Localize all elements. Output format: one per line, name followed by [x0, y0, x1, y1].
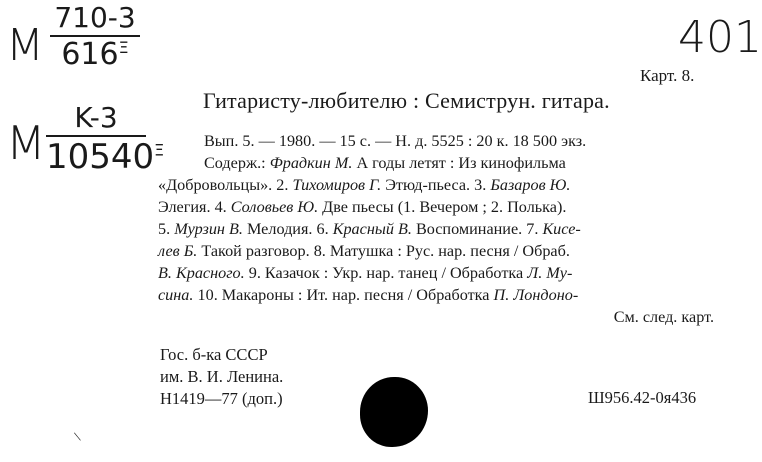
library-imprint [160, 344, 283, 410]
handwritten-shelf-letter-bottom: M [6, 116, 46, 170]
edition-line: Вып. 5. — 1980. — 15 с. — Н. д. 5525 : 20 к. 18 500 экз. [204, 132, 587, 150]
contents-line-3: Элегия. 4. Соловьев Ю. Две пьесы (1. Вечером ; 2. Полька). [158, 198, 567, 216]
contents-line-4: 5. Мурзин В. Мелодия. 6. Красный В. Воспоминание. 7. Кисе- [158, 220, 581, 238]
shelf-mark-top-numerator: 710-3 [54, 1, 136, 34]
continued-note: См. след. карт. [613, 308, 714, 326]
record-title: Гитаристу-любителю : Семиструн. гитара. [203, 88, 610, 113]
library-line-3: Н1419—77 (доп.) [160, 389, 283, 408]
shelf-mark-top-denominator: $616^\Xi$ [61, 37, 129, 72]
shelf-mark-bottom-denominator: $10540^\Xi$ [46, 137, 165, 177]
library-line-1: Гос. б-ка СССР [160, 345, 268, 364]
contents-line-6: В. Красного. 9. Казачок : Укр. нар. танец / Обработка Л. Му- [158, 264, 573, 282]
shelf-mark-bottom-numerator: K-3 [74, 101, 118, 134]
classification-code: Ш956.42-0я436 [588, 388, 697, 407]
contents-line-1: Содерж.: Фрадкин М. А годы летят : Из кинофильма [204, 154, 566, 172]
bibliographic-entry [158, 130, 714, 328]
contents-line-2: «Добровольцы». 2. Тихомиров Г. Этюд-пьеса. 3. Базаров Ю. [158, 176, 571, 194]
handwritten-corner-mark: \ [73, 429, 83, 446]
handwritten-inventory-number: 401 [678, 12, 762, 63]
handwritten-shelf-mark-top [50, 1, 140, 72]
contents-line-7: сина. 10. Макароны : Ит. нар. песня / Обработка П. Лондоно- [158, 286, 579, 304]
card-number: Карт. 8. [640, 66, 695, 85]
punch-hole [360, 377, 428, 447]
library-line-2: им. В. И. Ленина. [160, 367, 284, 386]
handwritten-shelf-mark-bottom [46, 101, 165, 177]
handwritten-shelf-letter-top: M [6, 20, 44, 71]
contents-line-5: лев Б. Такой разговор. 8. Матушка : Рус. нар. песня / Обраб. [158, 242, 570, 260]
